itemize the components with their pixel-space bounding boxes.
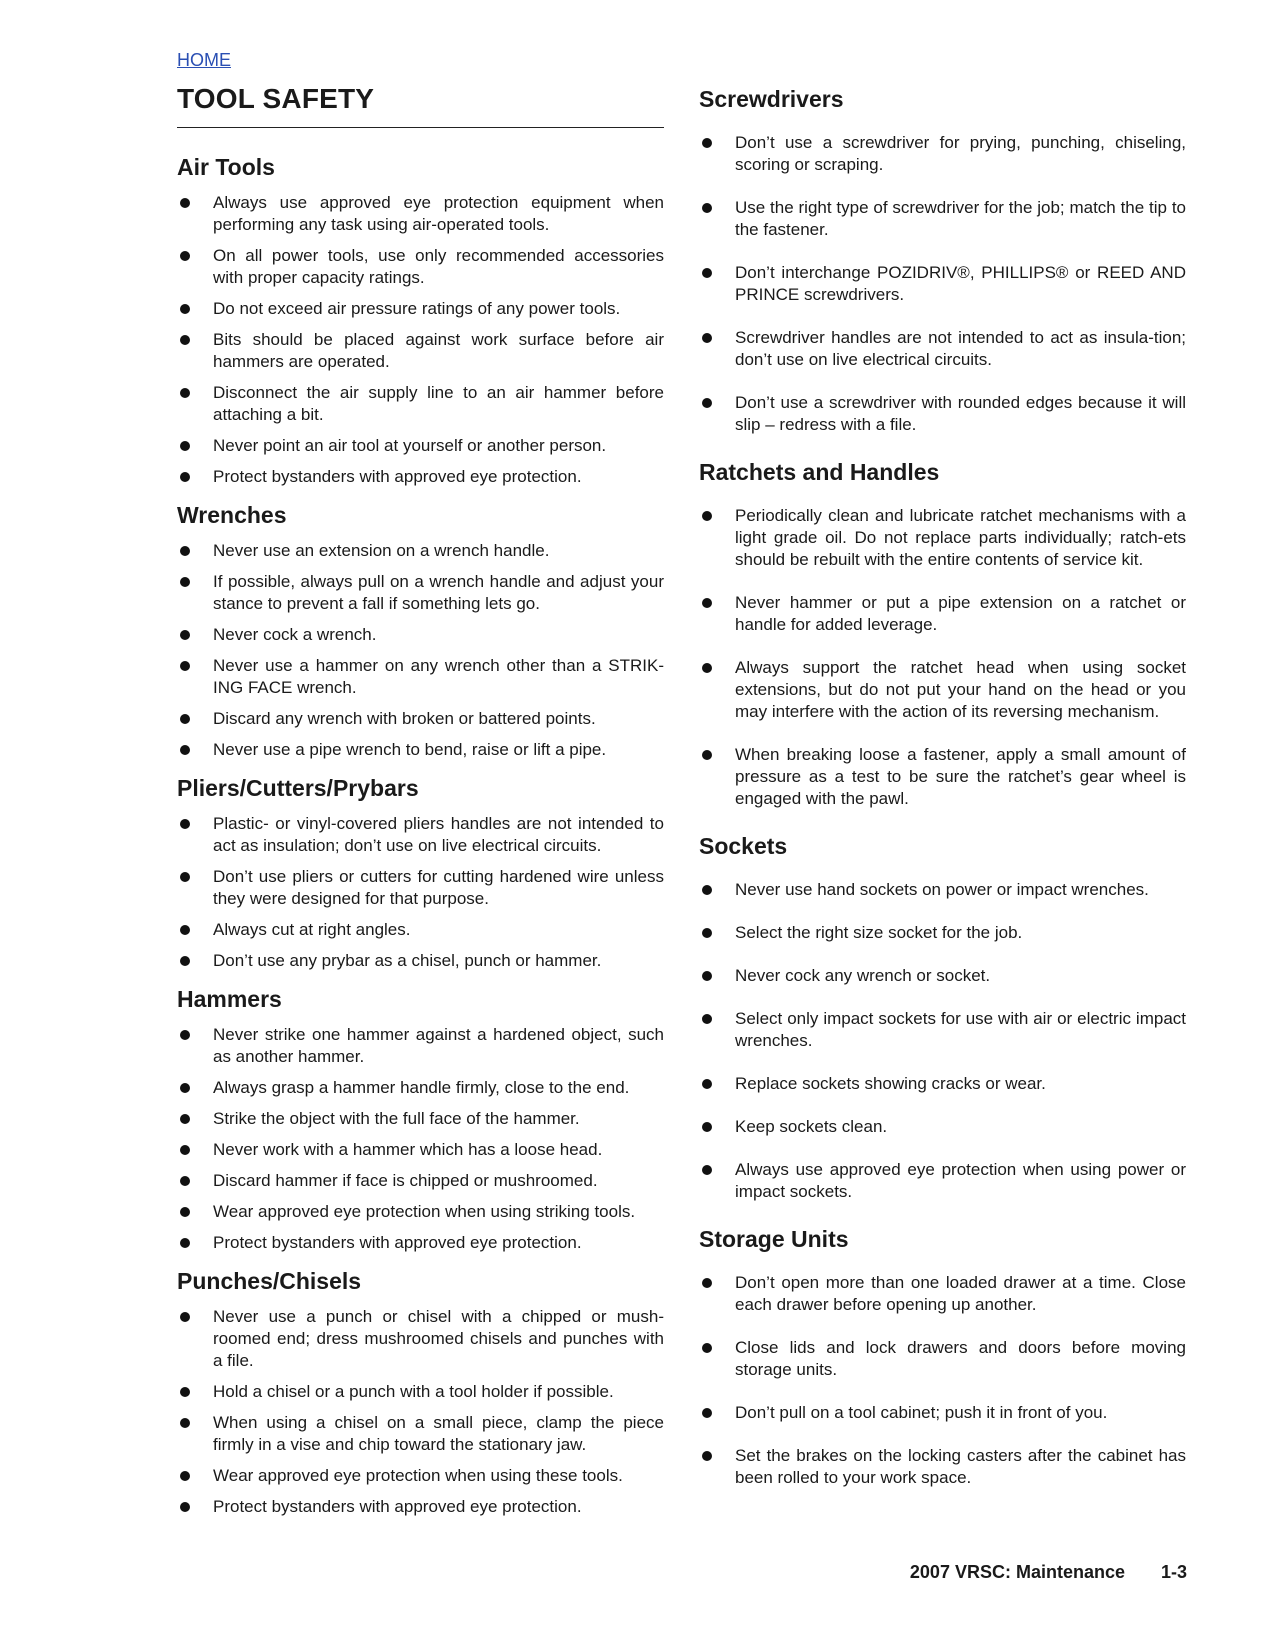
bullet-icon [702,203,712,213]
list-item: Protect bystanders with approved eye protection. [177,1496,664,1518]
list-item: Protect bystanders with approved eye protection. [177,1232,664,1254]
bullet-icon [702,598,712,608]
bullet-icon [702,1014,712,1024]
page-title: TOOL SAFETY [177,83,375,114]
bullet-icon [702,1122,712,1132]
bullet-icon [180,1114,190,1124]
bullet-icon [702,1165,712,1175]
bullet-icon [702,398,712,408]
section-heading: Hammers [177,986,282,1012]
list-item: Wear approved eye protection when using striking tools. [177,1201,664,1223]
list-item: Do not exceed air pressure ratings of any power tools. [177,298,664,320]
list-item: Replace sockets showing cracks or wear. [699,1073,1186,1095]
right-column [699,84,1186,1510]
list-item: Never use a pipe wrench to bend, raise or lift a pipe. [177,739,664,761]
list-item: Select only impact sockets for use with air or electric impact wrenches. [699,1008,1186,1052]
list-item: Set the brakes on the locking casters after the cabinet has been rolled to your work space. [699,1445,1186,1489]
bullet-icon [180,1471,190,1481]
bullet-icon [180,251,190,261]
bullet-icon [702,1343,712,1353]
list-item: Always use approved eye protection equipment when performing any task using air-operated tools. [177,192,664,236]
bullet-icon [180,304,190,314]
list-item: Never cock a wrench. [177,624,664,646]
list-item: Don’t use a screwdriver with rounded edges because it will slip – redress with a file. [699,392,1186,436]
list-item: Use the right type of screwdriver for the job; match the tip to the fastener. [699,197,1186,241]
list-item: Strike the object with the full face of the hammer. [177,1108,664,1130]
bullet-icon [180,745,190,755]
section-heading: Punches/Chisels [177,1268,362,1294]
title-divider [177,127,664,128]
section-storage-units [699,1224,1186,1489]
bullet-icon [180,1502,190,1512]
list-item: Always grasp a hammer handle firmly, close to the end. [177,1077,664,1099]
section-heading: Ratchets and Handles [699,459,940,485]
list-item: Never use hand sockets on power or impact wrenches. [699,879,1186,901]
section-sockets [699,831,1186,1203]
section-hammers [177,984,664,1254]
bullet-icon [702,1278,712,1288]
bullet-icon [180,872,190,882]
list-item: Never work with a hammer which has a loose head. [177,1139,664,1161]
list-item: Don’t use a screwdriver for prying, punching, chiseling, scoring or scraping. [699,132,1186,176]
bullet-icon [180,1030,190,1040]
list-item: Never use a hammer on any wrench other than a STRIK-ING FACE wrench. [177,655,664,699]
section-heading: Wrenches [177,502,287,528]
section-punches-chisels [177,1266,664,1518]
list-item: Always support the ratchet head when using socket extensions, but do not put your hand on the head or you may interfere with the action of its reversing mechanism. [699,657,1186,723]
section-heading: Sockets [699,833,788,859]
bullet-icon [180,335,190,345]
bullet-icon [180,1418,190,1428]
bullet-icon [180,1145,190,1155]
list-item: Screwdriver handles are not intended to act as insula-tion; don’t use on live electrical circuits. [699,327,1186,371]
bullet-icon [702,511,712,521]
bullet-icon [180,630,190,640]
bullet-icon [180,1312,190,1322]
bullet-icon [702,1451,712,1461]
list-item: When using a chisel on a small piece, clamp the piece firmly in a vise and chip toward the stationary jaw. [177,1412,664,1456]
list-item: Close lids and lock drawers and doors before moving storage units. [699,1337,1186,1381]
section-heading: Screwdrivers [699,86,844,112]
bullet-icon [180,1387,190,1397]
bullet-icon [702,928,712,938]
list-item: Don’t use any prybar as a chisel, punch or hammer. [177,950,664,972]
bullet-icon [702,750,712,760]
bullet-icon [702,971,712,981]
list-item: Don’t pull on a tool cabinet; push it in front of you. [699,1402,1186,1424]
list-item: Never hammer or put a pipe extension on a ratchet or handle for added leverage. [699,592,1186,636]
list-item: Disconnect the air supply line to an air hammer before attaching a bit. [177,382,664,426]
list-item: Select the right size socket for the job. [699,922,1186,944]
bullet-icon [702,885,712,895]
list-item: If possible, always pull on a wrench handle and adjust your stance to prevent a fall if something lets go. [177,571,664,615]
section-air-tools [177,152,664,488]
bullet-icon [180,956,190,966]
bullet-icon [180,388,190,398]
bullet-icon [180,198,190,208]
bullet-icon [180,1176,190,1186]
list-item: Never point an air tool at yourself or another person. [177,435,664,457]
bullet-icon [702,138,712,148]
list-item: Always use approved eye protection when using power or impact sockets. [699,1159,1186,1203]
section-heading: Pliers/Cutters/Prybars [177,775,419,801]
list-item: Wear approved eye protection when using these tools. [177,1465,664,1487]
bullet-icon [702,1408,712,1418]
bullet-icon [180,661,190,671]
list-item: Never use a punch or chisel with a chipped or mush-roomed end; dress mushroomed chisels and punches with a file. [177,1306,664,1372]
bullet-icon [180,472,190,482]
list-item: Don’t interchange POZIDRIV®, PHILLIPS® or REED AND PRINCE screwdrivers. [699,262,1186,306]
section-screwdrivers [699,84,1186,436]
bullet-icon [180,1207,190,1217]
bullet-icon [180,925,190,935]
section-wrenches [177,500,664,761]
bullet-icon [180,546,190,556]
list-item: On all power tools, use only recommended accessories with proper capacity ratings. [177,245,664,289]
left-column [177,152,664,1530]
section-ratchets-handles [699,457,1186,810]
bullet-icon [180,441,190,451]
list-item: When breaking loose a fastener, apply a small amount of pressure as a test to be sure the ratchet’s gear wheel is engaged with the pawl. [699,744,1186,810]
list-item: Keep sockets clean. [699,1116,1186,1138]
list-item: Plastic- or vinyl-covered pliers handles are not intended to act as insulation; don’t use on live electrical circuits. [177,813,664,857]
bullet-icon [180,714,190,724]
list-item: Periodically clean and lubricate ratchet mechanisms with a light grade oil. Do not replace parts individually; ratch-ets should be rebuilt with the entire contents of service kit. [699,505,1186,571]
list-item: Never cock any wrench or socket. [699,965,1186,987]
section-heading: Air Tools [177,154,275,180]
bullet-icon [702,333,712,343]
list-item: Don’t open more than one loaded drawer at a time. Close each drawer before opening up another. [699,1272,1186,1316]
section-heading: Storage Units [699,1226,849,1252]
list-item: Always cut at right angles. [177,919,664,941]
section-pliers-cutters-prybars [177,773,664,972]
list-item: Discard any wrench with broken or battered points. [177,708,664,730]
footer-label: 2007 VRSC: Maintenance [909,1562,1125,1582]
bullet-icon [180,1238,190,1248]
page-number: 1-3 [1160,1562,1187,1582]
list-item: Protect bystanders with approved eye protection. [177,466,664,488]
bullet-icon [702,268,712,278]
list-item: Never use an extension on a wrench handle. [177,540,664,562]
list-item: Bits should be placed against work surface before air hammers are operated. [177,329,664,373]
bullet-icon [180,1083,190,1093]
page-footer [910,1562,1187,1583]
bullet-icon [180,819,190,829]
home-link[interactable]: HOME [177,50,231,70]
list-item: Never strike one hammer against a hardened object, such as another hammer. [177,1024,664,1068]
bullet-icon [702,663,712,673]
list-item: Hold a chisel or a punch with a tool holder if possible. [177,1381,664,1403]
bullet-icon [702,1079,712,1089]
list-item: Don’t use pliers or cutters for cutting hardened wire unless they were designed for that purpose. [177,866,664,910]
bullet-icon [180,577,190,587]
list-item: Discard hammer if face is chipped or mushroomed. [177,1170,664,1192]
